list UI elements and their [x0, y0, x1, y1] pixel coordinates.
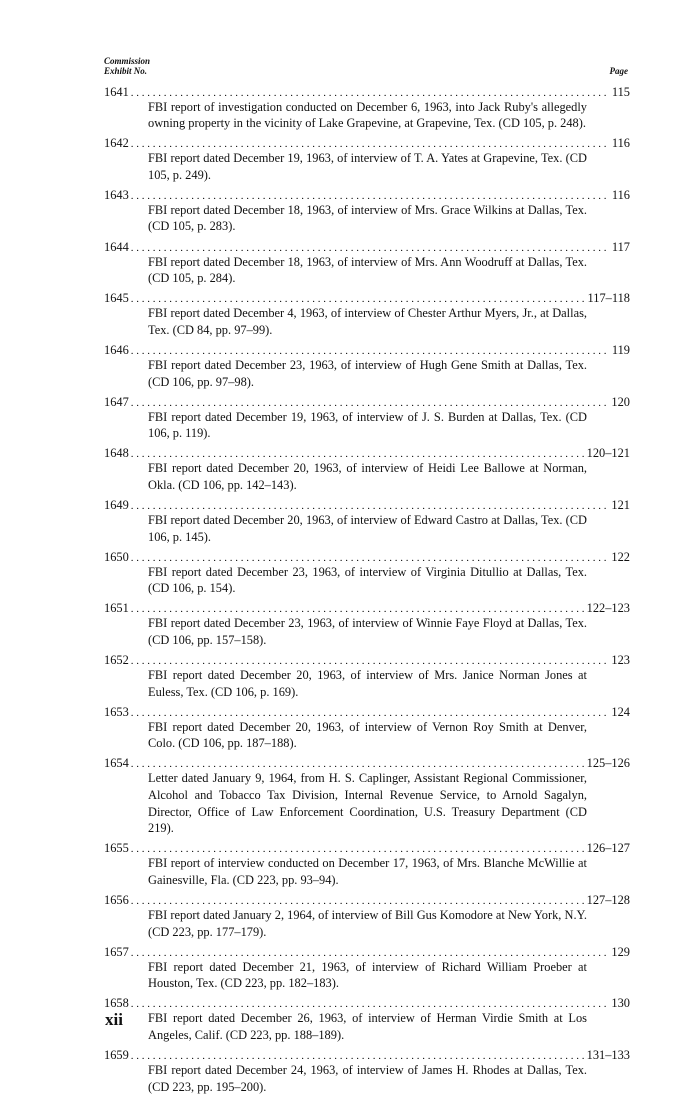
page-reference: 119: [611, 342, 630, 357]
dot-leader: [131, 345, 610, 357]
exhibit-description: FBI report dated December 20, 1963, of interview of Edward Castro at Dallas, Tex. (CD 106, p. 145).: [148, 513, 587, 544]
exhibit-number: 1649: [104, 498, 129, 512]
page-reference: 125–126: [586, 756, 630, 771]
exhibit-entry-line: [104, 444, 630, 461]
page-reference: 127–128: [586, 893, 630, 907]
exhibit-entry: [104, 702, 630, 752]
exhibit-description: FBI report dated December 21, 1963, of interview of Richard William Proeber at Houston, Tex. (CD 223, pp. 182–183).: [148, 959, 587, 991]
exhibit-number: 1642: [104, 136, 129, 151]
exhibit-number: 1644: [104, 239, 129, 254]
exhibit-entry: [104, 599, 630, 649]
exhibit-entry: [104, 1046, 630, 1095]
exhibit-entry-line: [104, 496, 630, 513]
exhibit-entry: [104, 392, 630, 442]
dot-leader: [131, 707, 610, 719]
dot-leader: [131, 758, 585, 770]
page-column-heading: Page: [609, 66, 628, 76]
exhibit-entry: [104, 994, 630, 1044]
exhibit-entry-line: [104, 237, 630, 254]
exhibit-description: FBI report dated December 26, 1963, of interview of Herman Virdie Smith at Los Angeles, Calif. (CD 223, pp. 188–189).: [148, 1011, 587, 1042]
dot-leader: [131, 603, 585, 615]
exhibit-entry-line: [104, 994, 630, 1011]
exhibit-number: 1651: [104, 601, 129, 616]
page-reference: 120: [611, 394, 630, 409]
page-reference: 126–127: [586, 841, 630, 856]
exhibit-number: 1650: [104, 549, 129, 564]
exhibit-number: 1659: [104, 1048, 129, 1063]
page-reference: 117: [611, 239, 630, 254]
exhibit-description: FBI report dated December 4, 1963, of interview of Chester Arthur Myers, Jr., at Dallas, Tex. (CD 84, pp. 97–99).: [148, 306, 587, 337]
exhibit-number: 1654: [104, 756, 129, 771]
page-reference: 121: [611, 498, 630, 512]
exhibit-heading-line2: Exhibit No.: [104, 66, 148, 76]
exhibit-description: Letter dated January 9, 1964, from H. S. Caplinger, Assistant Regional Commissioner, Alcohol and Tobacco Tax Division, Internal Revenue Service, to Arnold Sagalyn, Director, Office of Law Enforcement Coordination, U.S. Treasury Department (CD 219).: [148, 771, 587, 836]
dot-leader: [131, 552, 610, 564]
exhibit-description: FBI report dated January 2, 1964, of interview of Bill Gus Komodore at New York, N.Y. (CD 223, pp. 177–179).: [148, 908, 587, 939]
exhibit-entry-line: [104, 82, 630, 99]
dot-leader: [131, 87, 610, 99]
exhibit-entry: [104, 839, 630, 889]
page-reference: 124: [611, 704, 630, 719]
exhibit-description: FBI report dated December 20, 1963, of interview of Mrs. Janice Norman Jones at Euless, Tex. (CD 106, p. 169).: [148, 668, 587, 699]
page-reference: 130: [611, 996, 630, 1011]
page-reference: 120–121: [586, 446, 630, 461]
exhibit-index-page: [104, 52, 630, 1095]
dot-leader: [131, 655, 610, 667]
exhibit-entry: [104, 444, 630, 494]
exhibit-number: 1655: [104, 841, 129, 856]
exhibit-description: FBI report dated December 24, 1963, of interview of James H. Rhodes at Dallas, Tex. (CD 223, pp. 195–200).: [148, 1063, 587, 1094]
exhibit-number: 1643: [104, 187, 129, 202]
page-reference: 131–133: [586, 1048, 630, 1063]
exhibit-heading-line1: Commission: [104, 56, 151, 66]
exhibit-entry: [104, 237, 630, 287]
exhibit-number: 1653: [104, 704, 129, 719]
exhibit-entry: [104, 942, 630, 992]
column-headings: [104, 52, 630, 80]
dot-leader: [131, 448, 585, 460]
exhibit-list: [104, 82, 630, 1095]
exhibit-entry-line: [104, 651, 630, 668]
page-reference: 129: [611, 944, 630, 959]
exhibit-entry: [104, 754, 630, 837]
exhibit-number: 1646: [104, 342, 129, 357]
dot-leader: [131, 138, 610, 150]
dot-leader: [131, 998, 610, 1010]
exhibit-entry-line: [104, 134, 630, 151]
page-reference: 116: [611, 187, 630, 202]
exhibit-number: 1652: [104, 653, 129, 668]
exhibit-number: 1658: [104, 996, 129, 1011]
exhibit-entry: [104, 82, 630, 132]
page-reference: 123: [611, 653, 630, 668]
exhibit-entry: [104, 340, 630, 390]
exhibit-description: FBI report dated December 20, 1963, of interview of Vernon Roy Smith at Denver, Colo. (CD 106, pp. 187–188).: [148, 719, 587, 751]
exhibit-entry: [104, 289, 630, 339]
exhibit-number: 1641: [104, 84, 129, 99]
exhibit-entry-line: [104, 754, 630, 771]
exhibit-description: FBI report dated December 18, 1963, of interview of Mrs. Ann Woodruff at Dallas, Tex. (CD 105, p. 284).: [148, 254, 587, 286]
page-reference: 117–118: [587, 291, 630, 306]
exhibit-entry-line: [104, 702, 630, 719]
exhibit-entry: [104, 547, 630, 597]
page-reference: 122–123: [586, 601, 630, 616]
exhibit-entry-line: [104, 185, 630, 202]
dot-leader: [131, 242, 610, 254]
exhibit-description: FBI report dated December 19, 1963, of interview of J. S. Burden at Dallas, Tex. (CD 106, p. 119).: [148, 409, 587, 441]
page-number: xii: [105, 1010, 123, 1029]
exhibit-description: FBI report dated December 20, 1963, of interview of Heidi Lee Ballowe at Norman, Okla. (CD 106, pp. 142–143).: [148, 461, 587, 492]
exhibit-description: FBI report dated December 23, 1963, of interview of Virginia Ditullio at Dallas, Tex. (CD 106, p. 154).: [148, 564, 587, 596]
exhibit-entry-line: [104, 392, 630, 409]
exhibit-description: FBI report of investigation conducted on December 6, 1963, into Jack Ruby's allegedly owning property in the vicinity of Lake Grapevine, at Grapevine, Tex. (CD 105, p. 248).: [148, 99, 587, 131]
exhibit-entry-line: [104, 839, 630, 856]
page-reference: 122: [611, 549, 630, 564]
page-reference: 115: [611, 84, 630, 99]
exhibit-entry-line: [104, 340, 630, 357]
exhibit-number: 1645: [104, 291, 129, 306]
exhibit-number: 1647: [104, 394, 129, 409]
dot-leader: [131, 895, 585, 907]
page-reference: 116: [611, 136, 630, 151]
exhibit-number: 1656: [104, 893, 129, 907]
exhibit-entry-line: [104, 1046, 630, 1063]
exhibit-description: FBI report dated December 19, 1963, of interview of T. A. Yates at Grapevine, Tex. (CD 105, p. 249).: [148, 151, 587, 182]
dot-leader: [131, 843, 585, 855]
exhibit-description: FBI report dated December 23, 1963, of interview of Hugh Gene Smith at Dallas, Tex. (CD 106, pp. 97–98).: [148, 357, 587, 389]
exhibit-entry: [104, 496, 630, 546]
exhibit-entry-line: [104, 547, 630, 564]
exhibit-entry: [104, 651, 630, 701]
exhibit-column-heading: [104, 56, 150, 76]
exhibit-entry-line: [104, 891, 630, 908]
dot-leader: [131, 947, 610, 959]
exhibit-entry-line: [104, 599, 630, 616]
exhibit-entry-line: [104, 942, 630, 959]
dot-leader: [131, 293, 586, 305]
dot-leader: [131, 1050, 585, 1062]
exhibit-description: FBI report dated December 23, 1963, of interview of Winnie Faye Floyd at Dallas, Tex. (CD 106, pp. 157–158).: [148, 616, 587, 647]
exhibit-entry: [104, 185, 630, 235]
exhibit-number: 1657: [104, 944, 129, 959]
exhibit-entry: [104, 891, 630, 941]
exhibit-number: 1648: [104, 446, 129, 461]
exhibit-description: FBI report dated December 18, 1963, of interview of Mrs. Grace Wilkins at Dallas, Tex. (CD 105, p. 283).: [148, 202, 587, 234]
exhibit-entry-line: [104, 289, 630, 306]
dot-leader: [131, 190, 610, 202]
exhibit-description: FBI report of interview conducted on December 17, 1963, of Mrs. Blanche McWillie at Gainesville, Fla. (CD 223, pp. 93–94).: [148, 856, 587, 887]
dot-leader: [131, 397, 610, 409]
exhibit-entry: [104, 134, 630, 184]
dot-leader: [131, 500, 610, 512]
